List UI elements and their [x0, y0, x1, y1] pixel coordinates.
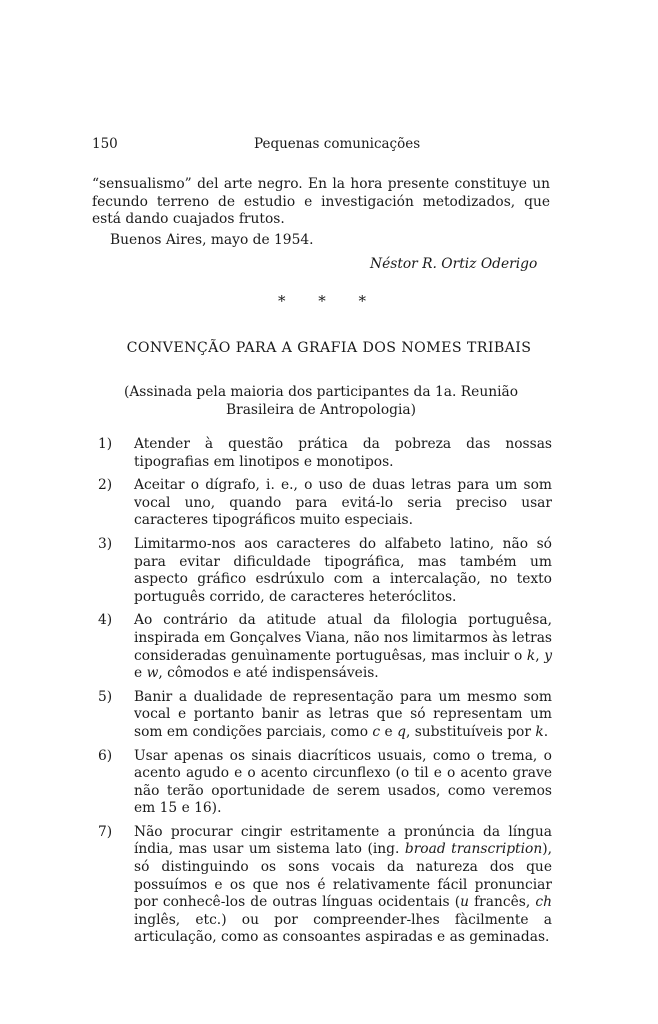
letter-w: w [146, 665, 159, 682]
letter-k: k [535, 723, 544, 740]
place-date: Buenos Aires, mayo de 1954. [110, 232, 314, 248]
intro-paragraph: “sensualismo” del arte negro. En la hora presente constituye un fecundo terreno de estudio e investigación metodizados, que está dando cuajados frutos. [92, 176, 550, 228]
item-number: 1) [98, 436, 113, 452]
page-number: 150 [92, 136, 118, 152]
item-number: 4) [98, 612, 113, 629]
letter-c: c [372, 723, 381, 740]
item-number: 3) [98, 535, 113, 552]
digraph-ch: ch [535, 894, 552, 911]
document-title: CONVENÇÃO PARA A GRAFIA DOS NOMES TRIBAIS [126, 340, 532, 356]
letter-q: q [397, 723, 406, 740]
item-number: 2) [98, 477, 113, 494]
letter-u: u [460, 894, 469, 911]
list-item [92, 824, 552, 947]
item-text: Ao contrário da atitude atual da filologia portuguêsa, inspirada em Gonçalves Viana, não nos limitarmos às letras consideradas genuìnamente portuguêsas, mas incluir o k, y e w, cômodos e até indispensáveis. [134, 612, 552, 682]
item-text: Limitarmo-nos aos caracteres do alfabeto latino, não só para evitar dificuldade tipográfica, mas também um aspecto gráfico esdrúxulo com a intercalação, no texto português corrido, de caracteres heteróclitos. [134, 535, 552, 605]
letter-k: k [526, 647, 536, 664]
section-separator: * * * [277, 292, 381, 310]
item-text: Não procurar cingir estritamente a pronúncia da língua índia, mas usar um sistema lato (ing. broad transcription), só distinguindo os sons vocais da natureza dos que possuímos e os que nos é relativamente fácil pronunciar por conhecê-los de outras línguas ocidentais (u francês, ch inglês, etc.) ou por compreender-lhes fàcilmente a articulação, como as consoantes aspiradas e as geminadas. [134, 823, 552, 946]
item-text: Usar apenas os sinais diacríticos usuais, como o trema, o acento agudo e o acento circunflexo (o til e o acento grave não terão oportunidade de serem usados, como veremos em 15 e 16). [134, 747, 552, 817]
list-item [92, 689, 552, 742]
item-number: 6) [98, 747, 113, 764]
document-subtitle: (Assinada pela maioria dos participantes da 1a. Reunião Brasileira de Antropologia) [123, 384, 519, 418]
running-title: Pequenas comunicações [254, 136, 421, 152]
rules-list [92, 436, 552, 953]
letter-y: y [544, 647, 552, 664]
item-text: Banir a dualidade de representação para um mesmo som vocal e portanto banir as letras que só representam um som em condições parciais, como c e q, substituíveis por k. [134, 688, 552, 740]
author-signature: Néstor R. Ortiz Oderigo [370, 256, 538, 272]
list-item [92, 612, 552, 682]
list-item [92, 748, 552, 818]
list-item [92, 436, 552, 471]
item-number: 7) [98, 823, 113, 840]
item-text: Aceitar o dígrafo, i. e., o uso de duas letras para um som vocal uno, quando para evitá-lo seria preciso usar caracteres tipográficos muito especiais. [134, 477, 552, 529]
term-broad-transcription: broad transcription [404, 841, 543, 858]
item-number: 5) [98, 688, 113, 705]
running-header [92, 136, 550, 156]
list-item [92, 536, 552, 606]
item-text: Atender à questão prática da pobreza das nossas tipografias em linotipos e monotipos. [134, 436, 552, 470]
list-item [92, 477, 552, 530]
